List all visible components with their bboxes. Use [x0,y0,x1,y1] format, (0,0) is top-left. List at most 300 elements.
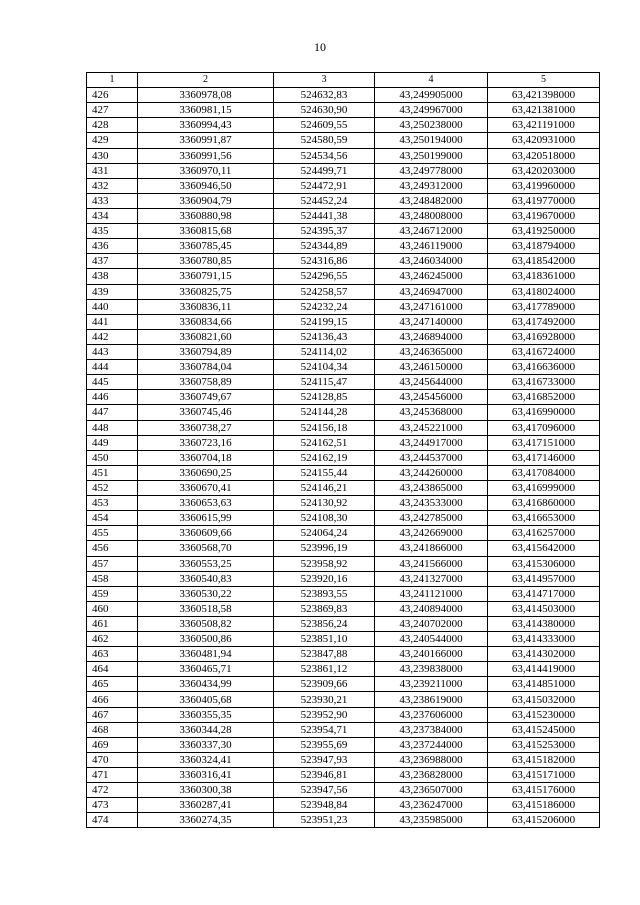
y-coordinate-cell: 523948,84 [274,798,375,813]
column-header: 2 [138,73,274,88]
latitude-cell: 43,237384000 [375,722,488,737]
longitude-cell: 63,417084000 [488,465,600,480]
table-row [87,360,600,375]
longitude-cell: 63,414333000 [488,632,600,647]
longitude-cell: 63,416852000 [488,390,600,405]
table-row [87,511,600,526]
row-number-cell: 454 [87,511,138,526]
table-row [87,813,600,828]
x-coordinate-cell: 3360344,28 [138,722,274,737]
row-number-cell: 450 [87,450,138,465]
latitude-cell: 43,247161000 [375,299,488,314]
latitude-cell: 43,239211000 [375,677,488,692]
y-coordinate-cell: 523952,90 [274,707,375,722]
longitude-cell: 63,415182000 [488,752,600,767]
longitude-cell: 63,416653000 [488,511,600,526]
row-number-cell: 426 [87,88,138,103]
x-coordinate-cell: 3360834,66 [138,314,274,329]
x-coordinate-cell: 3360500,86 [138,632,274,647]
y-coordinate-cell: 523951,23 [274,813,375,828]
row-number-cell: 468 [87,722,138,737]
y-coordinate-cell: 524162,51 [274,435,375,450]
table-body [87,88,600,828]
table-row [87,647,600,662]
row-number-cell: 457 [87,556,138,571]
latitude-cell: 43,248482000 [375,193,488,208]
row-number-cell: 445 [87,375,138,390]
y-coordinate-cell: 524499,71 [274,163,375,178]
y-coordinate-cell: 524395,37 [274,224,375,239]
longitude-cell: 63,416990000 [488,405,600,420]
row-number-cell: 446 [87,390,138,405]
row-number-cell: 449 [87,435,138,450]
row-number-cell: 434 [87,208,138,223]
latitude-cell: 43,246034000 [375,254,488,269]
longitude-cell: 63,418794000 [488,239,600,254]
row-number-cell: 469 [87,737,138,752]
row-number-cell: 439 [87,284,138,299]
table-row [87,254,600,269]
x-coordinate-cell: 3360704,18 [138,450,274,465]
column-header: 1 [87,73,138,88]
table-row [87,722,600,737]
longitude-cell: 63,415245000 [488,722,600,737]
longitude-cell: 63,415642000 [488,541,600,556]
x-coordinate-cell: 3360821,60 [138,329,274,344]
latitude-cell: 43,249778000 [375,163,488,178]
x-coordinate-cell: 3360518,58 [138,601,274,616]
table-row [87,601,600,616]
row-number-cell: 431 [87,163,138,178]
latitude-cell: 43,239838000 [375,662,488,677]
y-coordinate-cell: 523955,69 [274,737,375,752]
row-number-cell: 474 [87,813,138,828]
row-number-cell: 456 [87,541,138,556]
latitude-cell: 43,241866000 [375,541,488,556]
table-header-row [87,73,600,88]
x-coordinate-cell: 3360568,70 [138,541,274,556]
latitude-cell: 43,250238000 [375,118,488,133]
latitude-cell: 43,246894000 [375,329,488,344]
table-row [87,299,600,314]
latitude-cell: 43,241566000 [375,556,488,571]
row-number-cell: 459 [87,586,138,601]
x-coordinate-cell: 3360946,50 [138,178,274,193]
latitude-cell: 43,235985000 [375,813,488,828]
y-coordinate-cell: 524108,30 [274,511,375,526]
y-coordinate-cell: 523954,71 [274,722,375,737]
x-coordinate-cell: 3360970,11 [138,163,274,178]
x-coordinate-cell: 3360670,41 [138,480,274,495]
page-number: 10 [314,40,326,54]
table-row [87,269,600,284]
table-row [87,662,600,677]
x-coordinate-cell: 3360324,41 [138,752,274,767]
longitude-cell: 63,418024000 [488,284,600,299]
longitude-cell: 63,418361000 [488,269,600,284]
row-number-cell: 452 [87,480,138,495]
column-header: 5 [488,73,600,88]
latitude-cell: 43,245644000 [375,375,488,390]
row-number-cell: 462 [87,632,138,647]
y-coordinate-cell: 524609,55 [274,118,375,133]
y-coordinate-cell: 524344,89 [274,239,375,254]
y-coordinate-cell: 524146,21 [274,480,375,495]
longitude-cell: 63,419250000 [488,224,600,239]
row-number-cell: 458 [87,571,138,586]
y-coordinate-cell: 524316,86 [274,254,375,269]
longitude-cell: 63,415306000 [488,556,600,571]
latitude-cell: 43,249905000 [375,88,488,103]
latitude-cell: 43,249967000 [375,103,488,118]
column-header: 4 [375,73,488,88]
x-coordinate-cell: 3360880,98 [138,208,274,223]
x-coordinate-cell: 3360316,41 [138,768,274,783]
y-coordinate-cell: 524534,56 [274,148,375,163]
table-row [87,783,600,798]
table-row [87,163,600,178]
latitude-cell: 43,236507000 [375,783,488,798]
x-coordinate-cell: 3360434,99 [138,677,274,692]
y-coordinate-cell: 524114,02 [274,344,375,359]
y-coordinate-cell: 524156,18 [274,420,375,435]
y-coordinate-cell: 524064,24 [274,526,375,541]
row-number-cell: 437 [87,254,138,269]
x-coordinate-cell: 3360300,38 [138,783,274,798]
x-coordinate-cell: 3360991,87 [138,133,274,148]
row-number-cell: 427 [87,103,138,118]
y-coordinate-cell: 523851,10 [274,632,375,647]
longitude-cell: 63,417789000 [488,299,600,314]
row-number-cell: 429 [87,133,138,148]
y-coordinate-cell: 524296,55 [274,269,375,284]
table-row [87,329,600,344]
latitude-cell: 43,241121000 [375,586,488,601]
latitude-cell: 43,240702000 [375,616,488,631]
x-coordinate-cell: 3360836,11 [138,299,274,314]
longitude-cell: 63,415032000 [488,692,600,707]
y-coordinate-cell: 524441,38 [274,208,375,223]
y-coordinate-cell: 523947,93 [274,752,375,767]
y-coordinate-cell: 523869,83 [274,601,375,616]
longitude-cell: 63,416733000 [488,375,600,390]
x-coordinate-cell: 3360530,22 [138,586,274,601]
y-coordinate-cell: 523920,16 [274,571,375,586]
latitude-cell: 43,240166000 [375,647,488,662]
latitude-cell: 43,248008000 [375,208,488,223]
x-coordinate-cell: 3360405,68 [138,692,274,707]
longitude-cell: 63,414717000 [488,586,600,601]
latitude-cell: 43,240894000 [375,601,488,616]
row-number-cell: 433 [87,193,138,208]
latitude-cell: 43,249312000 [375,178,488,193]
y-coordinate-cell: 524144,28 [274,405,375,420]
table-row [87,556,600,571]
latitude-cell: 43,241327000 [375,571,488,586]
x-coordinate-cell: 3360994,43 [138,118,274,133]
y-coordinate-cell: 523996,19 [274,541,375,556]
x-coordinate-cell: 3360785,45 [138,239,274,254]
x-coordinate-cell: 3360653,63 [138,496,274,511]
y-coordinate-cell: 524232,24 [274,299,375,314]
longitude-cell: 63,415171000 [488,768,600,783]
x-coordinate-cell: 3360745,46 [138,405,274,420]
table-row [87,586,600,601]
x-coordinate-cell: 3360758,89 [138,375,274,390]
y-coordinate-cell: 524630,90 [274,103,375,118]
y-coordinate-cell: 524136,43 [274,329,375,344]
x-coordinate-cell: 3360791,15 [138,269,274,284]
table-row [87,677,600,692]
table-row [87,314,600,329]
y-coordinate-cell: 524162,19 [274,450,375,465]
row-number-cell: 438 [87,269,138,284]
y-coordinate-cell: 523856,24 [274,616,375,631]
y-coordinate-cell: 523909,66 [274,677,375,692]
x-coordinate-cell: 3360690,25 [138,465,274,480]
x-coordinate-cell: 3360904,79 [138,193,274,208]
latitude-cell: 43,245368000 [375,405,488,420]
x-coordinate-cell: 3360553,25 [138,556,274,571]
row-number-cell: 453 [87,496,138,511]
latitude-cell: 43,246119000 [375,239,488,254]
table-row [87,632,600,647]
table-row [87,737,600,752]
table-row [87,405,600,420]
longitude-cell: 63,420931000 [488,133,600,148]
table-row [87,526,600,541]
x-coordinate-cell: 3360991,56 [138,148,274,163]
table-row [87,390,600,405]
longitude-cell: 63,414302000 [488,647,600,662]
longitude-cell: 63,421398000 [488,88,600,103]
y-coordinate-cell: 523947,56 [274,783,375,798]
table-row [87,118,600,133]
y-coordinate-cell: 524130,92 [274,496,375,511]
table-row [87,768,600,783]
latitude-cell: 43,250199000 [375,148,488,163]
table-row [87,284,600,299]
table-row [87,496,600,511]
row-number-cell: 473 [87,798,138,813]
longitude-cell: 63,414851000 [488,677,600,692]
row-number-cell: 440 [87,299,138,314]
latitude-cell: 43,246150000 [375,360,488,375]
x-coordinate-cell: 3360981,15 [138,103,274,118]
longitude-cell: 63,414419000 [488,662,600,677]
y-coordinate-cell: 524115,47 [274,375,375,390]
latitude-cell: 43,245456000 [375,390,488,405]
table-row [87,239,600,254]
longitude-cell: 63,419770000 [488,193,600,208]
longitude-cell: 63,414380000 [488,616,600,631]
row-number-cell: 455 [87,526,138,541]
latitude-cell: 43,244917000 [375,435,488,450]
x-coordinate-cell: 3360481,94 [138,647,274,662]
row-number-cell: 465 [87,677,138,692]
table-row [87,571,600,586]
y-coordinate-cell: 523893,55 [274,586,375,601]
row-number-cell: 447 [87,405,138,420]
row-number-cell: 461 [87,616,138,631]
row-number-cell: 466 [87,692,138,707]
latitude-cell: 43,238619000 [375,692,488,707]
y-coordinate-cell: 523861,12 [274,662,375,677]
longitude-cell: 63,420518000 [488,148,600,163]
longitude-cell: 63,420203000 [488,163,600,178]
row-number-cell: 443 [87,344,138,359]
table-row [87,480,600,495]
longitude-cell: 63,415176000 [488,783,600,798]
row-number-cell: 441 [87,314,138,329]
table-row [87,178,600,193]
latitude-cell: 43,246365000 [375,344,488,359]
longitude-cell: 63,419960000 [488,178,600,193]
row-number-cell: 448 [87,420,138,435]
x-coordinate-cell: 3360337,30 [138,737,274,752]
row-number-cell: 444 [87,360,138,375]
x-coordinate-cell: 3360784,04 [138,360,274,375]
y-coordinate-cell: 524128,85 [274,390,375,405]
row-number-cell: 435 [87,224,138,239]
y-coordinate-cell: 523958,92 [274,556,375,571]
row-number-cell: 463 [87,647,138,662]
latitude-cell: 43,246712000 [375,224,488,239]
y-coordinate-cell: 523946,81 [274,768,375,783]
x-coordinate-cell: 3360274,35 [138,813,274,828]
row-number-cell: 430 [87,148,138,163]
table-row [87,375,600,390]
latitude-cell: 43,244537000 [375,450,488,465]
longitude-cell: 63,417151000 [488,435,600,450]
y-coordinate-cell: 524632,83 [274,88,375,103]
y-coordinate-cell: 524452,24 [274,193,375,208]
longitude-cell: 63,417146000 [488,450,600,465]
latitude-cell: 43,245221000 [375,420,488,435]
y-coordinate-cell: 523847,88 [274,647,375,662]
x-coordinate-cell: 3360749,67 [138,390,274,405]
table-row [87,798,600,813]
table-row [87,465,600,480]
table-row [87,88,600,103]
x-coordinate-cell: 3360287,41 [138,798,274,813]
x-coordinate-cell: 3360609,66 [138,526,274,541]
column-header: 3 [274,73,375,88]
table-row [87,420,600,435]
x-coordinate-cell: 3360815,68 [138,224,274,239]
row-number-cell: 464 [87,662,138,677]
table-row [87,616,600,631]
longitude-cell: 63,421381000 [488,103,600,118]
latitude-cell: 43,236247000 [375,798,488,813]
latitude-cell: 43,236828000 [375,768,488,783]
table-row [87,707,600,722]
latitude-cell: 43,243533000 [375,496,488,511]
longitude-cell: 63,421191000 [488,118,600,133]
table-row [87,208,600,223]
table-row [87,435,600,450]
table-row [87,344,600,359]
longitude-cell: 63,417096000 [488,420,600,435]
longitude-cell: 63,416860000 [488,496,600,511]
latitude-cell: 43,244260000 [375,465,488,480]
row-number-cell: 470 [87,752,138,767]
longitude-cell: 63,417492000 [488,314,600,329]
longitude-cell: 63,415253000 [488,737,600,752]
row-number-cell: 442 [87,329,138,344]
row-number-cell: 432 [87,178,138,193]
longitude-cell: 63,416928000 [488,329,600,344]
x-coordinate-cell: 3360508,82 [138,616,274,631]
latitude-cell: 43,242669000 [375,526,488,541]
row-number-cell: 467 [87,707,138,722]
row-number-cell: 428 [87,118,138,133]
x-coordinate-cell: 3360978,08 [138,88,274,103]
x-coordinate-cell: 3360465,71 [138,662,274,677]
row-number-cell: 460 [87,601,138,616]
latitude-cell: 43,246947000 [375,284,488,299]
longitude-cell: 63,416999000 [488,480,600,495]
table-row [87,133,600,148]
longitude-cell: 63,416257000 [488,526,600,541]
longitude-cell: 63,416636000 [488,360,600,375]
table-row [87,193,600,208]
latitude-cell: 43,237606000 [375,707,488,722]
table-row [87,148,600,163]
x-coordinate-cell: 3360355,35 [138,707,274,722]
row-number-cell: 451 [87,465,138,480]
x-coordinate-cell: 3360794,89 [138,344,274,359]
latitude-cell: 43,243865000 [375,480,488,495]
row-number-cell: 472 [87,783,138,798]
row-number-cell: 436 [87,239,138,254]
x-coordinate-cell: 3360540,83 [138,571,274,586]
coordinates-table [86,72,600,828]
latitude-cell: 43,237244000 [375,737,488,752]
longitude-cell: 63,414957000 [488,571,600,586]
table-row [87,450,600,465]
table-row [87,541,600,556]
latitude-cell: 43,240544000 [375,632,488,647]
x-coordinate-cell: 3360615,99 [138,511,274,526]
table-row [87,692,600,707]
y-coordinate-cell: 524199,15 [274,314,375,329]
longitude-cell: 63,418542000 [488,254,600,269]
latitude-cell: 43,242785000 [375,511,488,526]
table-row [87,103,600,118]
row-number-cell: 471 [87,768,138,783]
y-coordinate-cell: 524155,44 [274,465,375,480]
longitude-cell: 63,415230000 [488,707,600,722]
latitude-cell: 43,246245000 [375,269,488,284]
longitude-cell: 63,419670000 [488,208,600,223]
latitude-cell: 43,250194000 [375,133,488,148]
y-coordinate-cell: 523930,21 [274,692,375,707]
latitude-cell: 43,236988000 [375,752,488,767]
y-coordinate-cell: 524472,91 [274,178,375,193]
y-coordinate-cell: 524104,34 [274,360,375,375]
x-coordinate-cell: 3360723,16 [138,435,274,450]
table-row [87,224,600,239]
latitude-cell: 43,247140000 [375,314,488,329]
y-coordinate-cell: 524258,57 [274,284,375,299]
x-coordinate-cell: 3360825,75 [138,284,274,299]
longitude-cell: 63,416724000 [488,344,600,359]
longitude-cell: 63,415206000 [488,813,600,828]
longitude-cell: 63,415186000 [488,798,600,813]
x-coordinate-cell: 3360738,27 [138,420,274,435]
longitude-cell: 63,414503000 [488,601,600,616]
